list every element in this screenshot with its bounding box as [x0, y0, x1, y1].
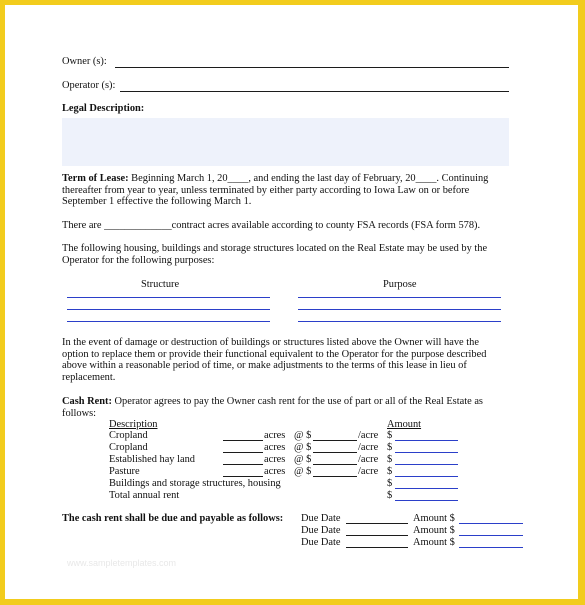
due-amount-field[interactable] — [459, 535, 523, 536]
amount-dollar: $ — [387, 454, 393, 465]
term-of-lease-paragraph: Term of Lease: Beginning March 1, 20____, and ending the last day of February, 20____. Continuing thereafter from year to year, unless terminated by either party according to Iowa Law on or before September 1 effective the following March 1. — [62, 173, 489, 208]
amount-field[interactable] — [395, 476, 458, 477]
due-amount-label: Amount $ — [413, 525, 455, 536]
per-acre: /acre — [358, 454, 379, 465]
due-heading: The cash rent shall be due and payable as follows: — [62, 513, 284, 524]
amount-field[interactable] — [395, 488, 458, 489]
description-header: Description — [109, 419, 158, 430]
due-amount-label: Amount $ — [413, 537, 455, 548]
due-date-field[interactable] — [346, 547, 408, 548]
acres-word: acres — [264, 442, 286, 453]
legal-description-label: Legal Description: — [62, 103, 145, 114]
due-date-label: Due Date — [301, 525, 341, 536]
rate-field[interactable] — [313, 464, 357, 465]
purpose-header: Purpose — [383, 279, 417, 290]
at-dollar: @ $ — [294, 454, 312, 465]
lease-page — [5, 5, 578, 599]
acres-field[interactable] — [223, 440, 263, 441]
owner-field[interactable] — [115, 67, 509, 68]
purpose-field-1[interactable] — [298, 297, 501, 298]
cash-rent-paragraph: Cash Rent: Operator agrees to pay the Owner cash rent for the use of part or all of the Real Estate as follows: — [62, 396, 483, 419]
watermark: www.sampletemplates.com — [67, 558, 177, 568]
amount-dollar: $ — [387, 478, 393, 489]
operator-field[interactable] — [120, 91, 509, 92]
legal-description-field[interactable] — [62, 118, 509, 166]
buildings-row-label: Buildings and storage structures, housing — [109, 478, 281, 489]
at-dollar: @ $ — [294, 430, 312, 441]
rent-row-label: Cropland — [109, 430, 148, 441]
amount-dollar: $ — [387, 430, 393, 441]
acres-word: acres — [264, 454, 286, 465]
due-amount-field[interactable] — [459, 547, 523, 548]
due-date-label: Due Date — [301, 513, 341, 524]
rent-row-label: Established hay land — [109, 454, 195, 465]
damage-paragraph: In the event of damage or destruction of buildings or structures listed above the Owner will have the option to replace them or provide their functional equivalent to the Operator for the purpose described above within a reasonable period of time, or make adjustments to the terms of this lease in lieu of replacement. — [62, 337, 487, 384]
operator-label: Operator (s): — [62, 80, 116, 91]
cash-rent-heading: Cash Rent: — [62, 396, 112, 407]
acres-field[interactable] — [223, 452, 263, 453]
acres-field[interactable] — [223, 464, 263, 465]
at-dollar: @ $ — [294, 466, 312, 477]
rent-row-label: Pasture — [109, 466, 140, 477]
amount-field[interactable] — [395, 440, 458, 441]
contract-acres-line: There are _____________contract acres available according to county FSA records (FSA form 578). — [62, 220, 481, 231]
structure-field-1[interactable] — [67, 297, 270, 298]
purpose-field-2[interactable] — [298, 309, 501, 310]
per-acre: /acre — [358, 430, 379, 441]
amount-dollar: $ — [387, 442, 393, 453]
rate-field[interactable] — [313, 476, 357, 477]
rate-field[interactable] — [313, 440, 357, 441]
total-rent-label: Total annual rent — [109, 490, 180, 501]
structure-header: Structure — [141, 279, 180, 290]
acres-word: acres — [264, 430, 286, 441]
due-date-field[interactable] — [346, 523, 408, 524]
owner-label: Owner (s): — [62, 56, 107, 67]
structure-field-2[interactable] — [67, 309, 270, 310]
amount-header: Amount — [387, 419, 422, 430]
amount-field[interactable] — [395, 452, 458, 453]
amount-dollar: $ — [387, 490, 393, 501]
per-acre: /acre — [358, 442, 379, 453]
amount-field[interactable] — [395, 500, 458, 501]
purpose-field-3[interactable] — [298, 321, 501, 322]
term-of-lease-heading: Term of Lease: — [62, 173, 129, 184]
amount-field[interactable] — [395, 464, 458, 465]
housing-paragraph: The following housing, buildings and storage structures located on the Real Estate may be used by the Operator for the following purposes: — [62, 243, 488, 266]
due-amount-field[interactable] — [459, 523, 523, 524]
due-amount-label: Amount $ — [413, 513, 455, 524]
structure-field-3[interactable] — [67, 321, 270, 322]
per-acre: /acre — [358, 466, 379, 477]
due-date-label: Due Date — [301, 537, 341, 548]
rate-field[interactable] — [313, 452, 357, 453]
amount-dollar: $ — [387, 466, 393, 477]
due-date-field[interactable] — [346, 535, 408, 536]
acres-word: acres — [264, 466, 286, 477]
at-dollar: @ $ — [294, 442, 312, 453]
rent-row-label: Cropland — [109, 442, 148, 453]
acres-field[interactable] — [223, 476, 263, 477]
